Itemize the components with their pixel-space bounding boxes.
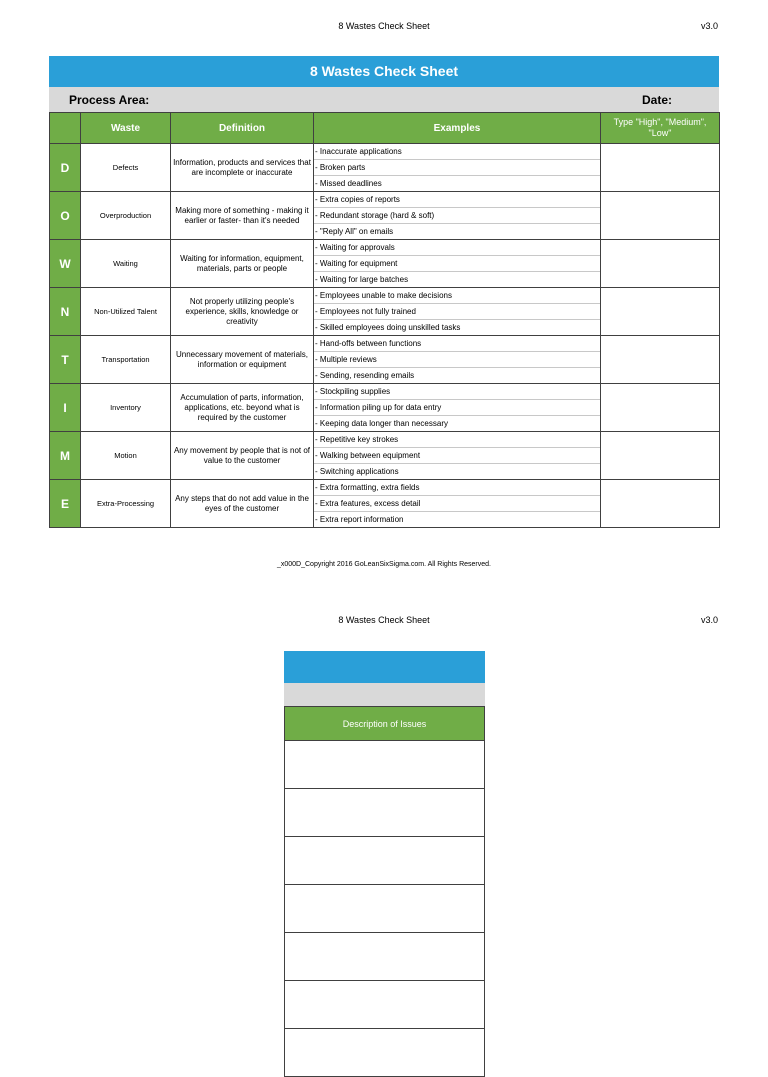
- waste-type-input-cell[interactable]: [601, 240, 720, 288]
- waste-name: Extra-Processing: [81, 480, 171, 528]
- issue-row: [285, 981, 485, 1029]
- issues-header: Description of Issues: [285, 707, 485, 741]
- issue-cell[interactable]: [285, 837, 485, 885]
- waste-letter: W: [50, 240, 81, 288]
- waste-row: [50, 336, 720, 384]
- example-item: - Keeping data longer than necessary: [315, 419, 448, 428]
- waste-definition: Any steps that do not add value in the eyes of the customer: [171, 480, 314, 528]
- waste-letter: O: [50, 192, 81, 240]
- wastes-check-sheet: [49, 56, 719, 528]
- waste-type-input-cell[interactable]: [601, 144, 720, 192]
- issue-cell[interactable]: [285, 789, 485, 837]
- example-item: - Multiple reviews: [314, 352, 600, 368]
- waste-definition: Not properly utilizing people's experience, skills, knowledge or creativity: [171, 288, 314, 336]
- waste-type-input-cell[interactable]: [601, 288, 720, 336]
- sheet-banner-title: 8 Wastes Check Sheet: [49, 56, 719, 87]
- waste-type-input-cell[interactable]: [601, 192, 720, 240]
- column-header-definition: Definition: [171, 113, 314, 144]
- example-item: - Repetitive key strokes: [314, 432, 600, 448]
- column-header-examples: Examples: [314, 113, 601, 144]
- waste-name: Non-Utilized Talent: [81, 288, 171, 336]
- waste-examples: [314, 336, 601, 384]
- issue-cell[interactable]: [285, 741, 485, 789]
- example-item: - Waiting for large batches: [315, 275, 409, 284]
- example-item: - Extra copies of reports: [314, 192, 600, 208]
- waste-type-input-cell[interactable]: [601, 336, 720, 384]
- issue-row: [285, 933, 485, 981]
- issue-row: [285, 741, 485, 789]
- waste-row: [50, 384, 720, 432]
- example-item: - Extra report information: [315, 515, 404, 524]
- issue-row: [285, 885, 485, 933]
- waste-row: [50, 480, 720, 528]
- example-item: - Information piling up for data entry: [314, 400, 600, 416]
- waste-definition: Unnecessary movement of materials, information or equipment: [171, 336, 314, 384]
- page2-header-version: v3.0: [700, 615, 718, 625]
- process-area-label: Process Area:: [69, 93, 150, 107]
- waste-name: Motion: [81, 432, 171, 480]
- waste-definition: Making more of something - making it earlier or faster- than it's needed: [171, 192, 314, 240]
- waste-examples: [314, 144, 601, 192]
- waste-examples: [314, 192, 601, 240]
- waste-letter: D: [50, 144, 81, 192]
- waste-examples: [314, 480, 601, 528]
- waste-name: Transportation: [81, 336, 171, 384]
- waste-name: Defects: [81, 144, 171, 192]
- issue-cell[interactable]: [285, 981, 485, 1029]
- copyright-footer: _x000D_Copyright 2016 GoLeanSixSigma.com. All Rights Reserved.: [276, 561, 491, 568]
- date-label: Date:: [642, 93, 673, 107]
- waste-row: [50, 192, 720, 240]
- waste-definition: Any movement by people that is not of value to the customer: [171, 432, 314, 480]
- page-header: [0, 21, 768, 35]
- example-item: - Skilled employees doing unskilled tasks: [315, 323, 461, 332]
- waste-definition: Accumulation of parts, information, applications, etc. beyond what is required by the customer: [171, 384, 314, 432]
- issue-row: [285, 837, 485, 885]
- waste-examples: [314, 240, 601, 288]
- waste-name: Waiting: [81, 240, 171, 288]
- waste-examples: [314, 432, 601, 480]
- waste-row: [50, 288, 720, 336]
- example-item: - Extra formatting, extra fields: [314, 480, 600, 496]
- example-item: - Waiting for equipment: [314, 256, 600, 272]
- waste-examples: [314, 384, 601, 432]
- column-header-letter: [50, 113, 81, 144]
- issues-banner: [284, 651, 485, 683]
- waste-row: [50, 432, 720, 480]
- issue-cell[interactable]: [285, 885, 485, 933]
- waste-type-input-cell[interactable]: [601, 384, 720, 432]
- example-item: - Hand-offs between functions: [314, 336, 600, 352]
- example-item: - Switching applications: [315, 467, 399, 476]
- waste-letter: M: [50, 432, 81, 480]
- waste-type-input-cell[interactable]: [601, 432, 720, 480]
- waste-type-input-cell[interactable]: [601, 480, 720, 528]
- issue-cell[interactable]: [285, 933, 485, 981]
- waste-definition: Waiting for information, equipment, materials, parts or people: [171, 240, 314, 288]
- issue-row: [285, 1029, 485, 1077]
- example-item: - Sending, resending emails: [315, 371, 415, 380]
- issue-cell[interactable]: [285, 1029, 485, 1077]
- example-item: - Broken parts: [314, 160, 600, 176]
- example-item: - Redundant storage (hard & soft): [314, 208, 600, 224]
- page2-header: [0, 615, 768, 629]
- waste-letter: E: [50, 480, 81, 528]
- sheet-info-bar: [49, 87, 719, 112]
- waste-letter: I: [50, 384, 81, 432]
- issues-table: [284, 706, 485, 1077]
- waste-letter: T: [50, 336, 81, 384]
- page2-header-title: 8 Wastes Check Sheet: [338, 615, 430, 625]
- table-header-row: [50, 113, 720, 144]
- page-header-title: 8 Wastes Check Sheet: [338, 21, 430, 31]
- waste-row: [50, 144, 720, 192]
- example-item: - "Reply All" on emails: [315, 227, 394, 236]
- waste-definition: Information, products and services that are incomplete or inaccurate: [171, 144, 314, 192]
- example-item: - Waiting for approvals: [314, 240, 600, 256]
- example-item: - Walking between equipment: [314, 448, 600, 464]
- waste-row: [50, 240, 720, 288]
- example-item: - Missed deadlines: [315, 179, 382, 188]
- issue-row: [285, 789, 485, 837]
- example-item: - Extra features, excess detail: [314, 496, 600, 512]
- wastes-table: [49, 112, 720, 528]
- waste-examples: [314, 288, 601, 336]
- column-header-waste: Waste: [81, 113, 171, 144]
- page-header-version: v3.0: [700, 21, 718, 31]
- example-item: - Employees unable to make decisions: [314, 288, 600, 304]
- issues-sheet: [284, 651, 485, 1077]
- example-item: - Employees not fully trained: [314, 304, 600, 320]
- waste-letter: N: [50, 288, 81, 336]
- waste-name: Inventory: [81, 384, 171, 432]
- issues-info-bar: [284, 683, 485, 706]
- example-item: - Inaccurate applications: [314, 144, 600, 160]
- column-header-type: Type "High", "Medium", "Low": [601, 113, 720, 144]
- example-item: - Stockpiling supplies: [314, 384, 600, 400]
- waste-name: Overproduction: [81, 192, 171, 240]
